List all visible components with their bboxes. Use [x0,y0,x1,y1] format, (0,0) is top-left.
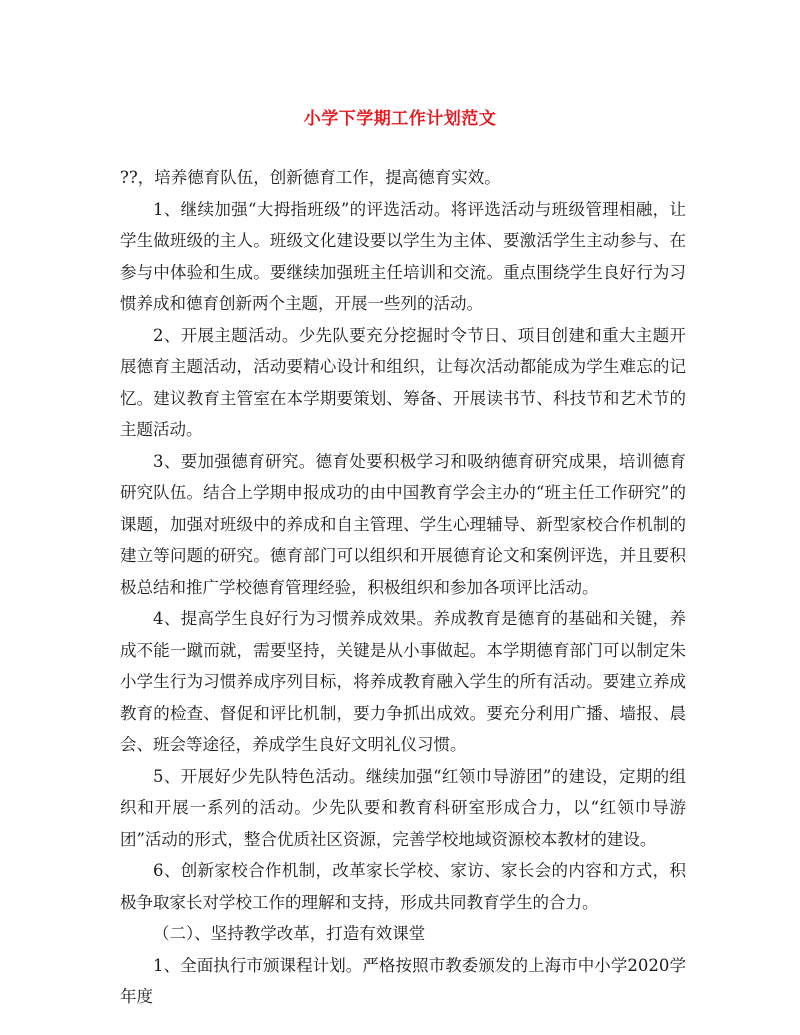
paragraph-2: 2、开展主题活动。少先队要充分挖掘时令节日、项目创建和重大主题开展德育主题活动，活动要精心设计和组织，让每次活动都能成为学生难忘的记忆。建议教育主管室在本学期要策划、筹备、开展读书节、科技节和艺术节的主题活动。 [120,325,686,439]
section-heading: （二）、坚持教学改革，打造有效课堂 [153,924,426,943]
paragraph-1: 1、继续加强“大拇指班级”的评选活动。将评选活动与班级管理相融，让学生做班级的主人。班级文化建设要以学生为主体、要激活学生主动参与、在参与中体验和生成。要继续加强班主任培训和交流。重点围绕学生良好行为习惯养成和德育创新两个主题，开展一些列的活动。 [120,199,686,313]
paragraph-4: 4、提高学生良好行为习惯养成效果。养成教育是德育的基础和关键，养成不能一蹴而就，需要坚持，关键是从小事做起。本学期德育部门可以制定朱小学生行为习惯养成序列目标，将养成教育融入学生的所有活动。要建立养成教育的检查、督促和评比机制，要力争抓出成效。要充分利用广播、墙报、晨会、班会等途径，养成学生良好文明礼仪习惯。 [120,609,686,754]
document-title: 小学下学期工作计划范文 [303,109,497,129]
paragraph-5: 5、开展好少先队特色活动。继续加强“红领巾导游团”的建设，定期的组织和开展一系列的活动。少先队要和教育科研室形成合力，以“红领巾导游团”活动的形式，整合优质社区资源，完善学校地域资源校本教材的建设。 [120,766,686,849]
paragraph-3: 3、要加强德育研究。德育处要积极学习和吸纳德育研究成果，培训德育研究队伍。结合上学期申报成功的由中国教育学会主办的“班主任工作研究”的课题，加强对班级中的养成和自主管理、学生心理辅导、新型家校合作机制的建立等问题的研究。德育部门可以组织和开展德育论文和案例评选，并且要积极总结和推广学校德育管理经验，积极组织和参加各项评比活动。 [120,451,686,597]
paragraph-6: 6、创新家校合作机制，改革家长学校、家访、家长会的内容和方式，积极争取家长对学校工作的理解和支持，形成共同教育学生的合力。 [120,861,686,912]
paragraph-7: 1、全面执行市颁课程计划。严格按照市教委颁发的上海市中小学2020学年度 [120,955,686,1006]
document-body [120,162,686,1013]
paragraph-intro: ??，培养德育队伍，创新德育工作，提高德育实效。 [120,168,501,187]
